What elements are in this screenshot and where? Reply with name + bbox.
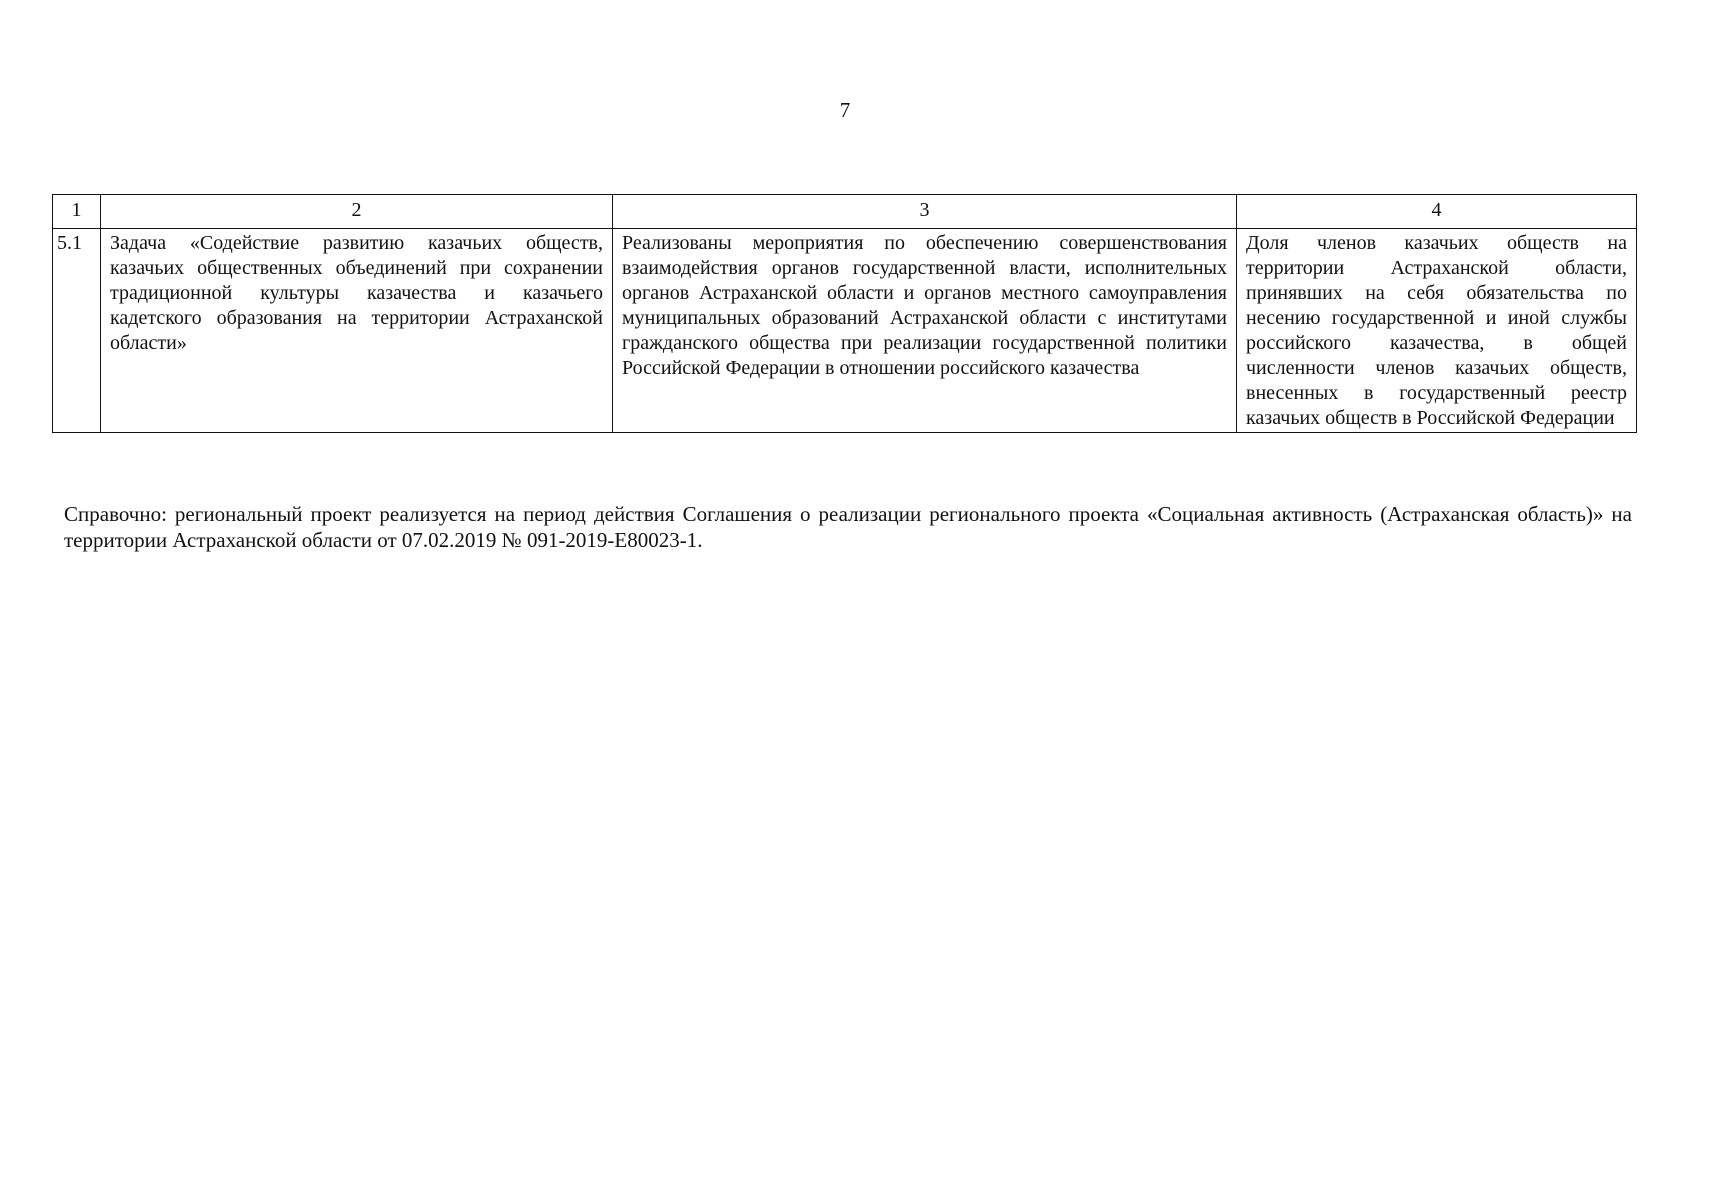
- table-row: [53, 229, 1637, 433]
- activities-cell: Реализованы мероприятия по обеспечению совершенствования взаимодействия органов государственной власти, исполнительных органов Астраханской области и органов местного самоуправления муниципальных образований Астраханской области с институтами гражданского общества при реализации государственной политики Российской Федерации в отношении российского казачества: [613, 229, 1237, 433]
- table-header-row: [53, 195, 1637, 229]
- project-table: [52, 194, 1637, 433]
- reference-note: Справочно: региональный проект реализуется на период действия Соглашения о реализации регионального проекта «Социальная активность (Астраханская область)» на территории Астраханской области от 07.02.2019 № 091-2019-Е80023-1.: [64, 502, 1632, 552]
- row-number: 5.1: [53, 229, 101, 433]
- column-header-2: 2: [101, 195, 613, 229]
- task-cell: Задача «Содействие развитию казачьих обществ, казачьих общественных объединений при сохранении традиционной культуры казачества и казачьего кадетского образования на территории Астраханской области»: [101, 229, 613, 433]
- column-header-1: 1: [53, 195, 101, 229]
- column-header-4: 4: [1237, 195, 1637, 229]
- column-header-3: 3: [613, 195, 1237, 229]
- indicator-cell: Доля членов казачьих обществ на территории Астраханской области, принявших на себя обязательства по несению государственной и иной службы российского казачества, в общей численности членов казачьих обществ, внесенных в государственный реестр казачьих обществ в Российской Федерации: [1237, 229, 1637, 433]
- page-number: 7: [839, 98, 851, 122]
